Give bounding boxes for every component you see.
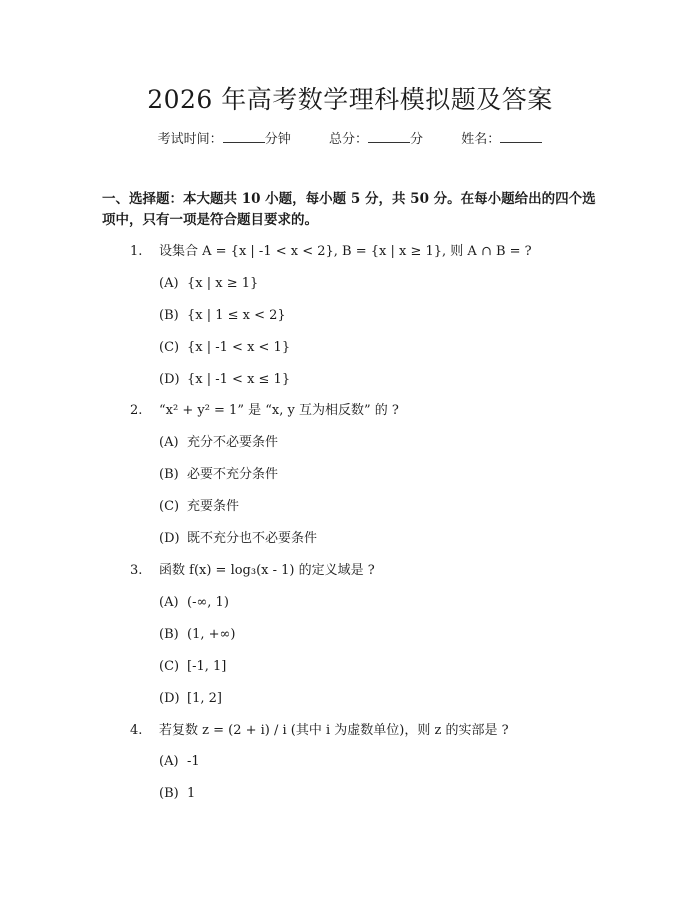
question-text: “x² + y² = 1” 是 “x, y 互为相反数” 的 ? — [159, 403, 399, 418]
score-unit: 分 — [410, 132, 424, 147]
option-text: [-1, 1] — [187, 659, 227, 674]
option — [159, 530, 317, 548]
option — [159, 339, 290, 357]
option — [159, 466, 278, 484]
option-label: (D) — [159, 372, 180, 387]
time-label: 考试时间： — [157, 132, 223, 147]
name-blank — [500, 130, 542, 143]
option-label: (C) — [159, 340, 180, 355]
option-text: (1, +∞) — [187, 627, 236, 642]
option-label: (B) — [159, 786, 179, 801]
question-number: 2. — [130, 403, 143, 418]
option-label: (A) — [159, 754, 179, 769]
option-label: (A) — [159, 276, 179, 291]
question-number: 3. — [130, 563, 143, 578]
option-label: (C) — [159, 659, 180, 674]
option-label: (C) — [159, 499, 180, 514]
option-text: {x | -1 < x < 1} — [187, 340, 291, 355]
option-label: (B) — [159, 627, 179, 642]
option-label: (A) — [159, 435, 179, 450]
option-text: {x | 1 ≤ x < 2} — [187, 308, 286, 323]
time-unit: 分钟 — [264, 132, 291, 147]
question-text: 设集合 A = {x | -1 < x < 2}, B = {x | x ≥ 1}, 则 A ∩ B = ? — [159, 244, 532, 259]
option-text: {x | x ≥ 1} — [187, 276, 259, 291]
option — [159, 371, 290, 389]
option-text: {x | -1 < x ≤ 1} — [187, 372, 291, 387]
option-text: 1 — [187, 786, 196, 801]
page-title: 2026 年高考数学理科模拟题及答案 — [147, 85, 553, 114]
option-text: 充分不必要条件 — [187, 435, 279, 450]
section-heading: 一、选择题：本大题共 10 小题，每小题 5 分，共 50 分。在每小题给出的四个选项中，只有一项是符合题目要求的。 — [102, 191, 596, 228]
option — [159, 307, 286, 325]
option-text: -1 — [187, 754, 200, 769]
option-text: 充要条件 — [187, 499, 240, 514]
name-label: 姓名： — [461, 132, 501, 147]
time-blank — [223, 130, 265, 143]
option-label: (B) — [159, 308, 179, 323]
option-label: (B) — [159, 467, 179, 482]
option — [159, 753, 200, 771]
option — [159, 658, 226, 676]
option — [159, 434, 278, 452]
question-text: 函数 f(x) = log₃(x - 1) 的定义域是 ? — [159, 563, 375, 578]
option — [159, 785, 195, 803]
option-label: (A) — [159, 595, 179, 610]
question-number: 1. — [130, 244, 143, 259]
option — [159, 498, 239, 516]
score-blank — [368, 130, 410, 143]
score-label: 总分： — [328, 132, 368, 147]
question-text: 若复数 z = (2 + i) / i (其中 i 为虚数单位)，则 z 的实部是 ? — [159, 723, 509, 738]
option — [159, 690, 222, 708]
option-text: (-∞, 1) — [187, 595, 229, 610]
option — [159, 626, 235, 644]
option-label: (D) — [159, 531, 180, 546]
option-text: 既不充分也不必要条件 — [187, 531, 318, 546]
option-text: 必要不充分条件 — [187, 467, 279, 482]
question-number: 4. — [130, 723, 143, 738]
option-text: [1, 2] — [187, 691, 222, 706]
exam-meta — [0, 130, 700, 150]
option — [159, 594, 229, 612]
option — [159, 275, 258, 293]
option-label: (D) — [159, 691, 180, 706]
